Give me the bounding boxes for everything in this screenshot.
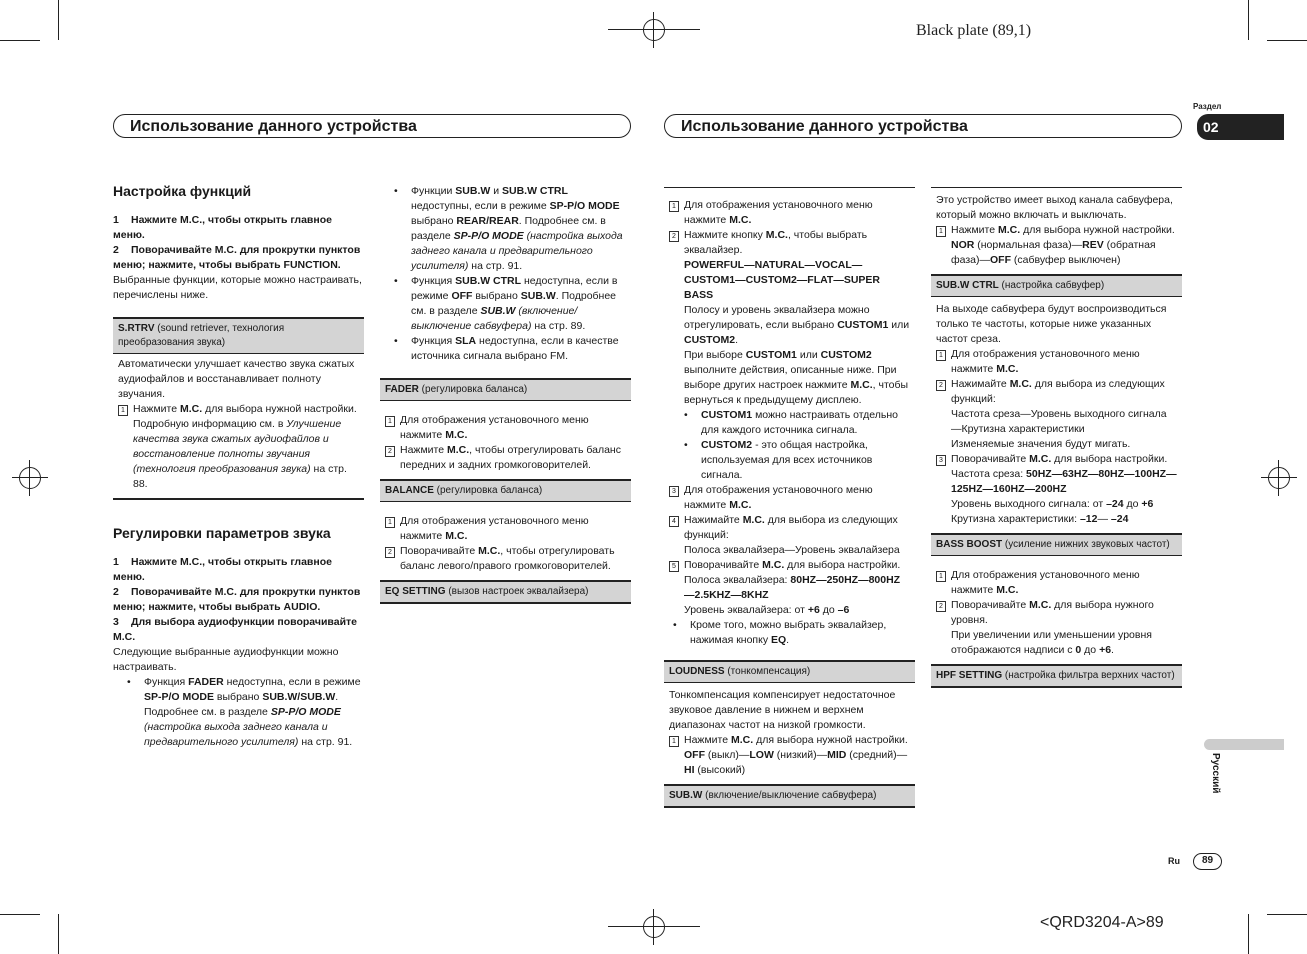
registration-mark [636, 909, 672, 945]
column-4 [931, 187, 1182, 688]
step-1: 1 Нажмите M.C., чтобы открыть главное меню. [113, 214, 332, 241]
page-number: 89 [1193, 853, 1222, 870]
bass-boost-body: 1 Для отображения установочного меню нажмите M.C. 2 Поворачивайте M.C. для выбора нужного уровня. При увеличении или уменьшении уровня отображаются надписи с 0 до +6. [931, 556, 1182, 664]
language-label: Русский [1210, 753, 1221, 794]
crop-mark [0, 914, 40, 915]
document-code: <QRD3204-A>89 [1040, 914, 1164, 931]
plate-label: Black plate (89,1) [916, 22, 1032, 39]
bullet-item: • Функция FADER недоступна, если в режиме SP-P/O MODE выбрано SUB.W/SUB.W. Подробнее см. в разделе SP-P/O MODE (настройка выхода заднего канала и предварительного усилителя) на стр. 91. [127, 676, 361, 748]
paragraph: Следующие выбранные аудиофункции можно настраивать. [113, 646, 339, 673]
eq-setting-header: EQ SETTING (вызов настроек эквалайзера) [380, 580, 631, 604]
step-2: 2 Поворачивайте M.C. для прокрутки пунктов меню; нажмите, чтобы выбрать AUDIO. [113, 586, 361, 613]
step-1: 1 Нажмите M.C., чтобы открыть главное меню. [113, 556, 332, 583]
registration-line [608, 29, 700, 30]
subw-body: Это устройство имеет выход канала сабвуфера, который можно включать и выключать. 1 Нажмите M.C. для выбора нужной настройки. NOR (нормальная фаза)—REV (обратная фаза)—OFF (сабвуфер выключен) [931, 187, 1182, 274]
loudness-body: Тонкомпенсация компенсирует недостаточное звуковое давление в нижнем и верхнем диапазонах частот на низкой громкости. 1 Нажмите M.C. для выбора нужной настройки. OFF (выкл)—LOW (низкий)—MID (средний)—HI (высокий) [669, 689, 908, 776]
registration-line [608, 926, 700, 927]
page-lang: Ru [1168, 856, 1180, 866]
crop-mark [1248, 0, 1249, 40]
crop-mark [58, 914, 59, 954]
section-number: 02 [1197, 114, 1284, 140]
step-3: 3 Для выбора аудиофункции поворачивайте M.C. [113, 616, 358, 643]
heading-function-settings: Настройка функций [113, 183, 252, 199]
language-tab [1204, 739, 1284, 750]
column-1 [113, 184, 364, 750]
balance-header: BALANCE (регулировка баланса) [380, 479, 631, 502]
page-header-right: Использование данного устройства [664, 114, 1182, 138]
bullet-item: • Функция SLA недоступна, если в качестве источника сигнала выбрано FM. [394, 335, 619, 362]
crop-mark [1248, 914, 1249, 954]
subw-header: SUB.W (включение/выключение сабвуфера) [664, 784, 915, 808]
hpf-header: HPF SETTING (настройка фильтра верхних частот) [931, 664, 1182, 688]
crop-mark [1267, 914, 1307, 915]
step-2: 2 Поворачивайте M.C. для прокрутки пунктов меню; нажмите, чтобы выбрать FUNCTION. [113, 244, 361, 271]
crop-mark [1267, 40, 1307, 41]
bullet-item: • Функция SUB.W CTRL недоступна, если в режиме OFF выбрано SUB.W. Подробнее см. в разделе SUB.W (включение/выключение сабвуфера) на стр. 89. [394, 275, 618, 332]
subw-ctrl-body: На выходе сабвуфера будут воспроизводиться только те частоты, которые ниже указанных частот среза. 1 Для отображения установочного меню нажмите M.C. 2 Нажимайте M.C. для выбора из следующих функций: Частота среза—Уровень выходного сигнала—Крутизна характеристики Изменяемые значения будут мигать. 3 Поворачивайте M.C. для выбора настройки. Частота среза: 50HZ—63HZ—80HZ—100HZ—125HZ—160HZ—200HZ Уровень выходного сигнала: от –24 до +6 Крутизна характеристики: –12— –24 [936, 303, 1177, 525]
section-label: Раздел [1193, 102, 1222, 111]
crop-mark [58, 0, 59, 40]
registration-mark [636, 12, 672, 48]
paragraph: Выбранные функции, которые можно настраивать, перечислены ниже. [113, 274, 362, 301]
heading-audio-adjustments: Регулировки параметров звука [113, 525, 331, 541]
bass-boost-header: BASS BOOST (усиление нижних звуковых частот) [931, 533, 1182, 556]
page-header-left: Использование данного устройства [113, 114, 631, 138]
subw-ctrl-header: SUB.W CTRL (настройка сабвуфер) [931, 274, 1182, 297]
numbered-item: 1 Нажмите M.C. для выбора нужной настройки. Подробную информацию см. в Улучшение качества звука сжатых аудиофайлов и восстановление полноты звучания (технология преобразования звука) на стр. 88. [118, 402, 359, 492]
bullet-item: • Функции SUB.W и SUB.W CTRL недоступны, если в режиме SP-P/O MODE выбрано REAR/REAR. Подробнее см. в разделе SP-P/O MODE (настройка выхода заднего канала и предварительного усилителя) на стр. 91. [394, 185, 623, 272]
column-2 [380, 184, 631, 604]
registration-mark [1261, 460, 1297, 496]
balance-body: 1 Для отображения установочного меню нажмите M.C. 2 Поворачивайте M.C., чтобы отрегулировать баланс левого/правого громкоговорителей. [380, 502, 631, 580]
srtrv-header: S.RTRV (sound retriever, технология преобразования звука) [113, 317, 364, 354]
loudness-header: LOUDNESS (тонкомпенсация) [664, 660, 915, 683]
eq-setting-body: 1 Для отображения установочного меню нажмите M.C. 2 Нажмите кнопку M.C., чтобы выбрать эквалайзер. POWERFUL—NATURAL—VOCAL—CUSTOM1—CUSTOM2—FLAT—SUPER BASS Полосу и уровень эквалайзера можно отрегулировать, если выбрано CUSTOM1 или CUSTOM2. При выборе CUSTOM1 или CUSTOM2 выполните действия, описанные ниже. При выборе других настроек нажмите M.C., чтобы вернуться к предыдущему дисплею. • CUSTOM1 можно настраивать отдельно для каждого источника сигнала. • CUSTOM2 - это общая настройка, используемая для всех источников сигнала. 3 Для отображения установочного меню нажмите M.C. 4 Нажимайте M.C. для выбора из следующих функций: Полоса эквалайзера—Уровень эквалайзера 5 Поворачивайте M.C. для выбора настройки. Полоса эквалайзера: 80HZ—250HZ—800HZ—2.5KHZ—8KHZ Уровень эквалайзера: от +6 до –6 • Кроме того, можно выбрать эквалайзер, нажимая кнопку EQ. [664, 187, 915, 654]
fader-body: 1 Для отображения установочного меню нажмите M.C. 2 Нажмите M.C., чтобы отрегулировать баланс передних и задних громкоговорителей. [380, 401, 631, 479]
fader-header: FADER (регулировка баланса) [380, 378, 631, 401]
crop-mark [0, 40, 40, 41]
srtrv-body: Автоматически улучшает качество звука сжатых аудиофайлов и восстанавливает полноту звучания. 1 Нажмите M.C. для выбора нужной настройки. Подробную информацию см. в Улучшение качества звука сжатых аудиофайлов и восстановление полноты звучания (технология преобразования звука) на стр. 88. [113, 354, 364, 500]
column-3 [664, 187, 915, 808]
registration-mark [12, 460, 48, 496]
